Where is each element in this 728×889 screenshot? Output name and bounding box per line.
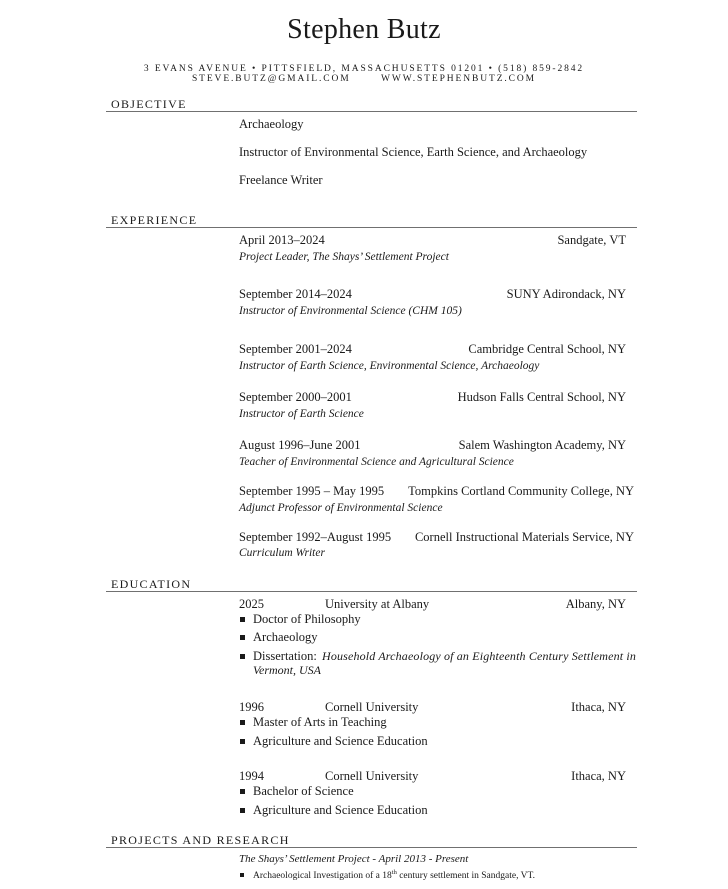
section-divider (106, 591, 637, 592)
section-divider (106, 847, 637, 848)
bullet-square-icon (240, 873, 244, 877)
education-year: 1994 (239, 769, 264, 783)
bullet-square-icon (240, 808, 245, 813)
experience-dates: April 2013–2024 (239, 233, 325, 247)
objective-item: Instructor of Environmental Science, Earth Science, and Archaeology (239, 145, 588, 159)
resume-name: Stephen Butz (287, 14, 441, 45)
objective-item: Freelance Writer (239, 173, 323, 187)
section-heading-experience: EXPERIENCE (111, 213, 198, 227)
section-divider (106, 227, 637, 228)
experience-location: Tompkins Cortland Community College, NY (408, 484, 634, 498)
experience-dates: September 1995 – May 1995 (239, 484, 385, 498)
experience-dates: September 2001–2024 (239, 342, 352, 356)
bullet-square-icon (240, 789, 245, 794)
section-heading-projects: PROJECTS AND RESEARCH (111, 833, 290, 847)
dissertation-title: Household Archaeology of an Eighteenth Century Settlement in (322, 649, 636, 663)
experience-location: Sandgate, VT (557, 233, 626, 247)
experience-title: Instructor of Earth Science (239, 408, 364, 420)
experience-title: Adjunct Professor of Environmental Science (239, 502, 443, 514)
objective-item: Archaeology (239, 117, 304, 131)
education-year: 2025 (239, 597, 264, 611)
experience-dates: August 1996–June 2001 (239, 438, 361, 452)
dissertation-title-continued: Vermont, USA (253, 663, 321, 677)
experience-location: Cornell Instructional Materials Service, NY (414, 530, 634, 544)
education-location: Ithaca, NY (571, 769, 626, 783)
experience-location: Hudson Falls Central School, NY (457, 390, 626, 404)
experience-title: Teacher of Environmental Science and Agricultural Science (239, 456, 514, 468)
dissertation-label: Dissertation: (253, 649, 317, 663)
education-school: Cornell University (325, 769, 419, 783)
experience-dates: September 2000–2001 (239, 390, 352, 404)
section-heading-objective: OBJECTIVE (111, 97, 187, 111)
contact-address-line: 3 EVANS AVENUE • PITTSFIELD, MASSACHUSETTS 01201 • (518) 859-2842 (143, 64, 585, 74)
experience-title: Instructor of Environmental Science (CHM 105) (239, 305, 462, 317)
bullet-square-icon (240, 635, 245, 640)
section-heading-education: EDUCATION (111, 577, 192, 591)
experience-location: SUNY Adirondack, NY (506, 287, 626, 301)
education-school: Cornell University (325, 700, 419, 714)
experience-title: Curriculum Writer (239, 547, 325, 559)
experience-dates: September 2014–2024 (239, 287, 352, 301)
bullet-square-icon (240, 617, 245, 622)
experience-title: Instructor of Earth Science, Environmental Science, Archaeology (239, 360, 540, 372)
section-divider (106, 111, 637, 112)
project-title: The Shays’ Settlement Project - April 2013 - Present (239, 853, 469, 865)
education-year: 1996 (239, 700, 264, 714)
education-location: Albany, NY (565, 597, 626, 611)
education-location: Ithaca, NY (571, 700, 626, 714)
experience-title: Project Leader, The Shays’ Settlement Project (239, 251, 449, 263)
education-school: University at Albany (325, 597, 430, 611)
bullet-square-icon (240, 739, 245, 744)
contact-email: STEVE.BUTZ@GMAIL.COM (191, 74, 351, 84)
experience-location: Cambridge Central School, NY (468, 342, 626, 356)
bullet-square-icon (240, 654, 245, 659)
experience-location: Salem Washington Academy, NY (458, 438, 626, 452)
contact-website: WWW.STEPHENBUTZ.COM (381, 74, 537, 84)
contact-web-line (0, 74, 728, 84)
bullet-square-icon (240, 720, 245, 725)
experience-dates: September 1992–August 1995 (239, 530, 392, 544)
